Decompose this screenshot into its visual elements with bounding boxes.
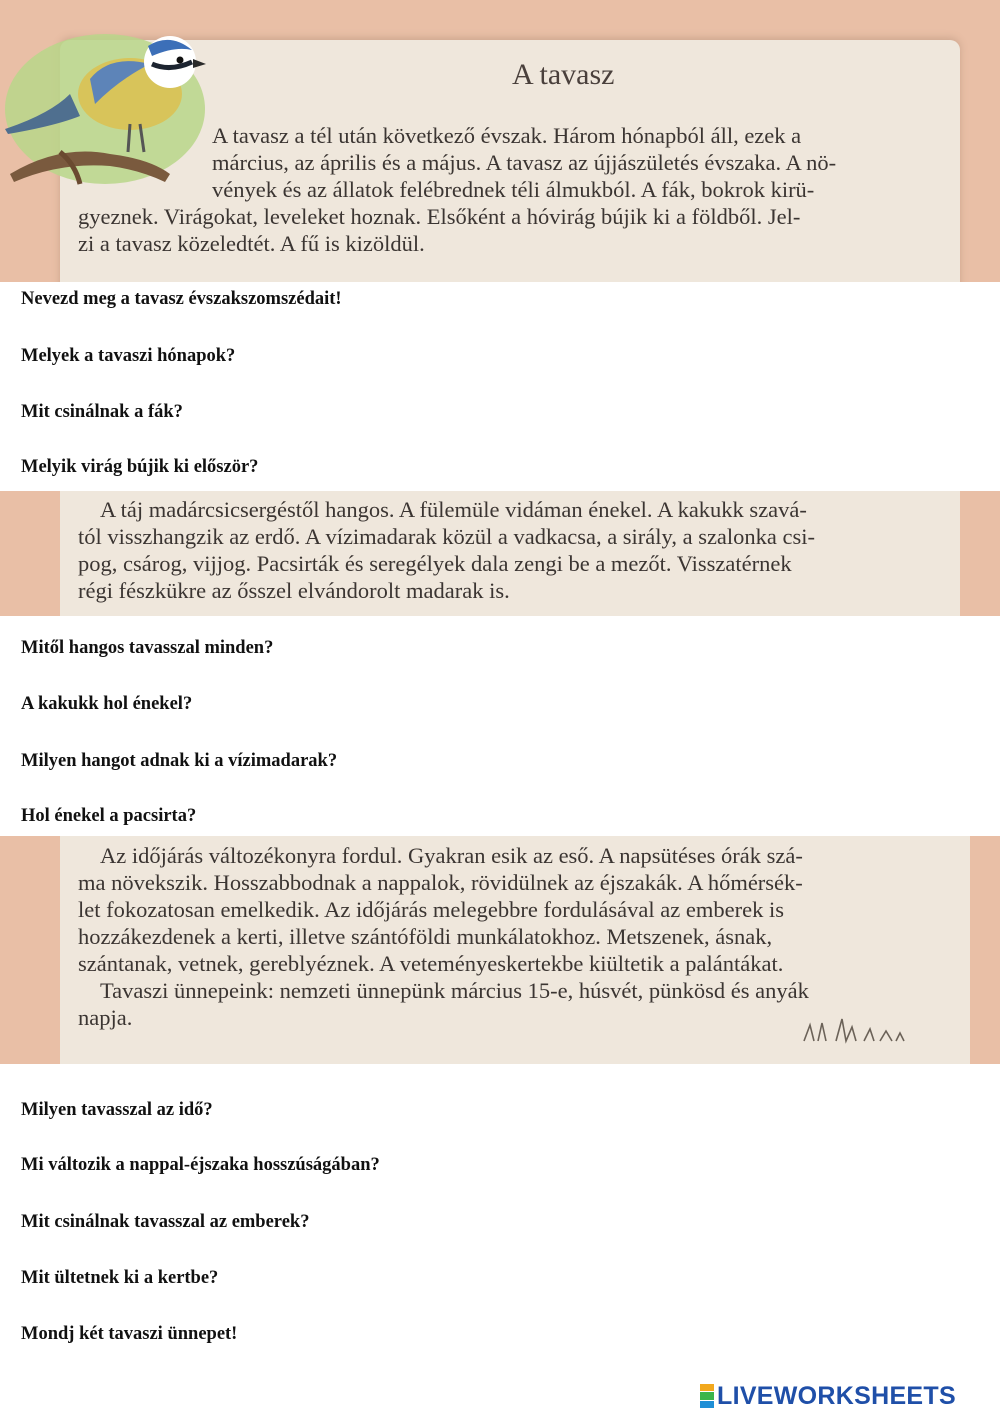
reading-photo-spring [0,0,1000,282]
question-text: Mondj két tavaszi ünnepet! [21,1324,238,1344]
question-text: Hol énekel a pacsirta? [21,806,197,826]
grass-sketch-icon [800,1011,910,1047]
question-text: A kakukk hol énekel? [21,694,193,714]
text-line: gyeznek. Virágokat, leveleket hoznak. Elsőként a hóvirág bújik ki a földből. Jel- [78,204,801,229]
text-line: A táj madárcsicsergéstől hangos. A fülemüle vidáman énekel. A kakukk szavá- [100,497,807,522]
text-line: Tavaszi ünnepeink: nemzeti ünnepünk március 15-e, húsvét, pünkösd és anyák [100,978,809,1003]
question-text: Mit ültetnek ki a kertbe? [21,1268,219,1288]
reading-paragraph-cont [78,203,940,257]
liveworksheets-logo[interactable] [700,1383,956,1409]
text-line: régi fészkükre az ősszel elvándorolt madarak is. [78,578,510,603]
reading-photo-weather [0,836,1000,1064]
reading-photo-birds [0,491,1000,616]
liveworksheets-logo-icon [700,1384,714,1408]
text-line: ma növekszik. Hosszabbodnak a nappalok, rövidülnek az éjszakák. A hőmérsék- [78,870,803,895]
question-text: Mi változik a nappal-éjszaka hosszúságában? [21,1155,380,1175]
question-text: Mit csinálnak a fák? [21,402,183,422]
question-text: Milyen tavasszal az idő? [21,1100,213,1120]
reading-paragraph [78,842,948,1031]
text-line: március, az április és a május. A tavasz az újjászületés évszaka. A nö- [212,150,837,175]
question-text: Milyen hangot adnak ki a vízimadarak? [21,751,338,771]
question-text: Mitől hangos tavasszal minden? [21,638,274,658]
text-line: pog, csárog, vijjog. Pacsirták és seregélyek dala zengi be a mezőt. Visszatérnek [78,551,792,576]
question-text: Melyek a tavaszi hónapok? [21,346,236,366]
text-line: zi a tavasz közeledtét. A fű is kizöldül. [78,231,425,256]
text-line: hozzákezdenek a kerti, illetve szántóföldi munkálatokhoz. Metszenek, ásnak, [78,924,773,949]
reading-paragraph [78,496,946,604]
reading-title: A tavasz [512,58,615,91]
reading-paragraph [212,122,940,203]
text-line: tól visszhangzik az erdő. A vízimadarak közül a vadkacsa, a sirály, a szalonka csi- [78,524,816,549]
blue-tit-bird-icon [0,24,230,199]
text-line: A tavasz a tél után következő évszak. Három hónapból áll, ezek a [212,123,802,148]
text-line: let fokozatosan emelkedik. Az időjárás melegebbre fordulásával az emberek is [78,897,784,922]
question-text: Mit csinálnak tavasszal az emberek? [21,1212,310,1232]
logo-text: LIVEWORKSHEETS [717,1381,956,1410]
text-line: Az időjárás változékonyra fordul. Gyakran esik az eső. A napsütéses órák szá- [100,843,803,868]
text-line: szántanak, vetnek, gereblyéznek. A veteményeskertekbe kiültetik a palántákat. [78,951,784,976]
question-text: Nevezd meg a tavasz évszakszomszédait! [21,289,342,309]
text-line: vények és az állatok felébrednek téli álmukból. A fák, bokrok kirü- [212,177,815,202]
question-text: Melyik virág bújik ki először? [21,457,259,477]
text-line: napja. [78,1005,133,1030]
